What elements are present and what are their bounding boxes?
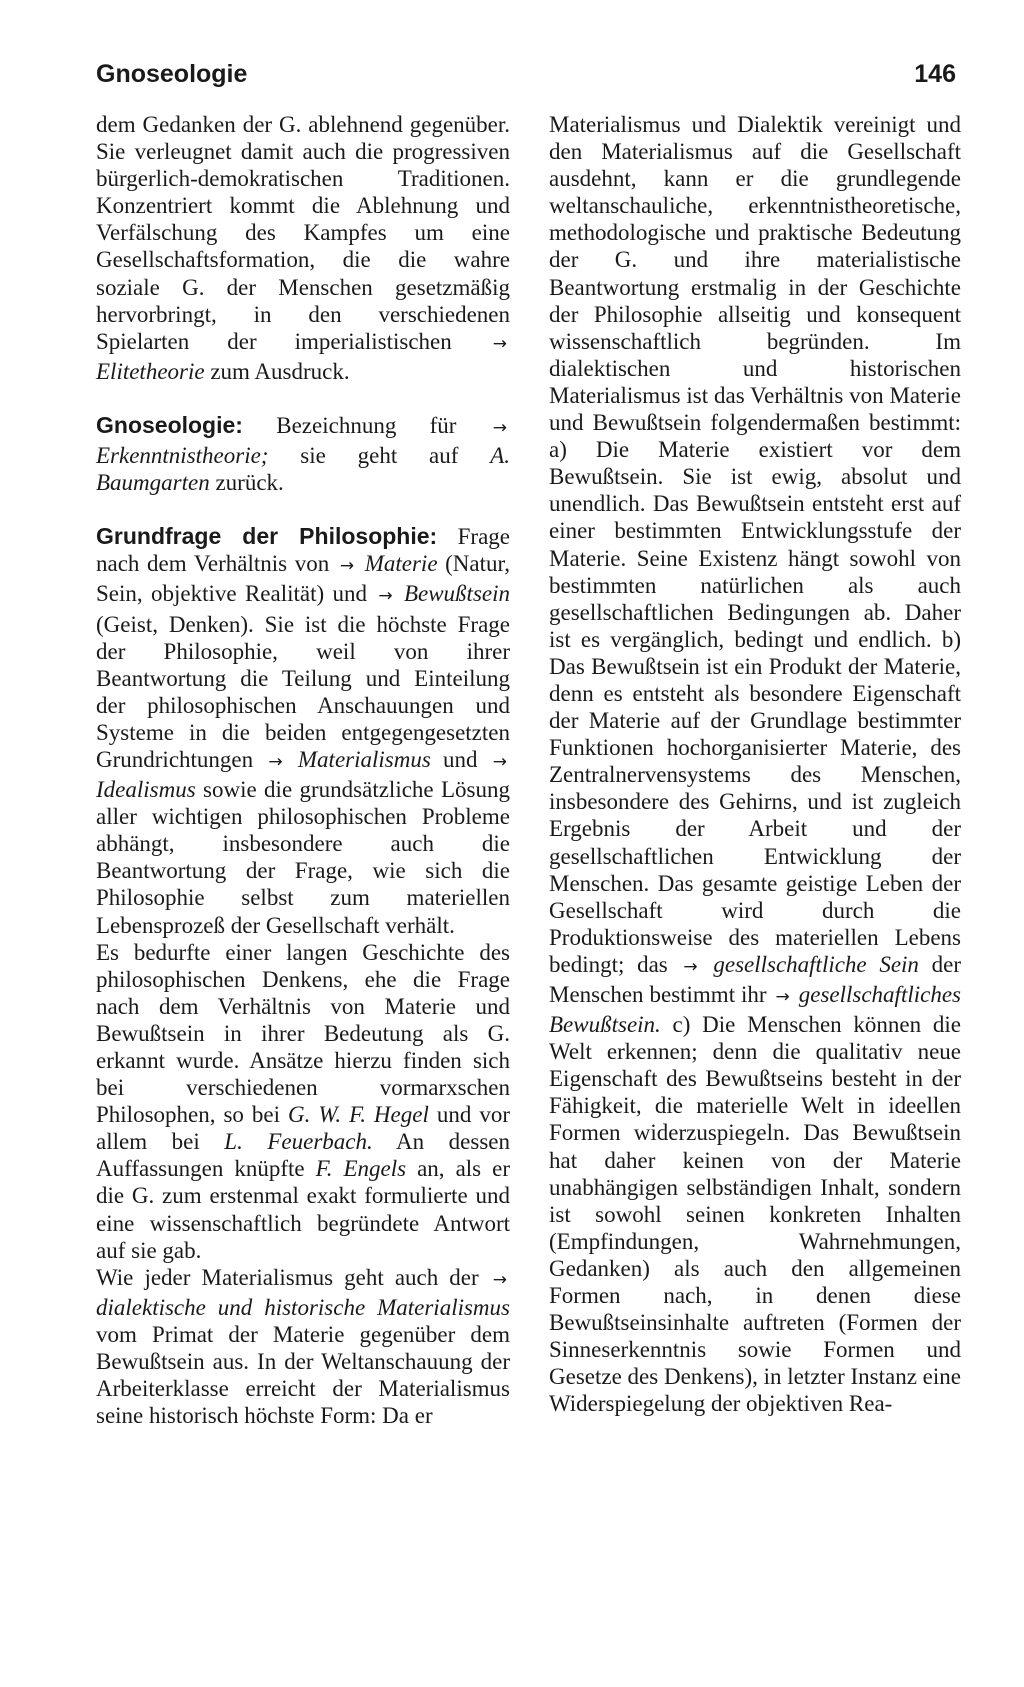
grundfrage-paragraph-2 — [96, 939, 510, 1264]
text-run: der Menschen bestimmt ihr — [549, 951, 961, 1007]
text-run: zum Ausdruck. — [204, 358, 350, 384]
text-run: sowie die grundsätzliche Lösung aller wichtigen philosophischen Probleme abhängt, insbesondere auch die Beantwortung der Frage, wie sich die Philosophie selbst zum materiellen Lebensprozeß der Gesellschaft verhält. — [96, 777, 510, 938]
italic-name: G. W. F. Hegel — [287, 1102, 429, 1128]
cross-reference: Erkenntnistheorie; — [96, 443, 269, 469]
arrow-right-icon: → — [378, 586, 393, 607]
cross-reference: gesellschaftliche Sein — [713, 951, 919, 977]
grundfrage-paragraph-3 — [96, 1264, 510, 1430]
text-run: (Natur, Sein, objektive Realität) und — [96, 551, 511, 607]
arrow-right-icon: → — [339, 556, 355, 577]
text-run: (Geist, Denken). Sie ist die höchste Frage der Philosophie, weil von ihrer Beantwortung die Teilung und Einteilung der philosophischen Anschauungen und Systeme in die beiden entgegengesetzten Grundrichtungen — [96, 611, 510, 772]
text-run: Frage nach dem Verhältnis von — [96, 524, 510, 577]
italic-name: A. Baumgarten — [96, 443, 510, 496]
page-number: 146 — [914, 60, 956, 88]
text-run: Es bedurfte einer langen Geschichte des philosophischen Denkens, ehe die Frage nach dem Verhältnis von Materie und Bewußtsein in ihrer Bedeutung als G. erkannt wurde. Ansätze hierzu finden sich bei verschiedenen vormarxschen Philosophen, so bei — [96, 939, 510, 1128]
arrow-right-icon: → — [492, 1269, 508, 1290]
text-run: Wie jeder Materialismus geht auch der — [96, 1264, 479, 1290]
entry-grundfrage-body — [96, 524, 510, 937]
text-run: Materialismus und Dialektik vereinigt und den Materialismus auf die Gesellschaft ausdehnt, kann er die grundlegende weltanschauliche, erkenntnistheoretische, methodologische und praktische Bedeutung der G. und ihre materialistische Beantwortung erstmalig in der Geschichte der Philosophie allseitig und konsequent wissenschaftlich begründen. Im dialektischen und historischen Materialismus ist das Verhältnis von Materie und Bewußtsein folgendermaßen bestimmt: a) Die Materie existiert vor dem Bewußtsein. Sie ist ewig, absolut und unendlich. Das Bewußtsein entsteht erst auf einer bestimmten Entwicklungsstufe der Materie. Seine Existenz hängt sowohl von bestimmten natürlichen als auch gesellschaftlichen Bedingungen ab. Daher ist es vergänglich, bedingt und endlich. b) Das Bewußtsein ist ein Produkt der Materie, denn es entsteht als besondere Eigenschaft der Materie auf der Grundlage bestimmter Funktionen hochorganisierter Materie, des Zentralnervensystems des Menschen, insbesondere des Gehirns, und ist zugleich Ergebnis der Arbeit und der gesellschaftlichen Entwicklung der Menschen. Das gesamte geistige Leben der Gesellschaft wird durch die Produktionsweise des materiellen Lebens bedingt; das — [549, 112, 961, 977]
text-run: An dessen Auffassungen knüpfte — [96, 1129, 510, 1182]
cross-reference: gesellschaftliches Bewußtsein. — [549, 982, 961, 1038]
cross-reference: Bewußtsein — [403, 581, 510, 607]
headword-gnoseologie: Gnoseologie: — [96, 411, 243, 438]
right-column-text — [549, 111, 961, 1418]
entry-grundfrage — [96, 523, 510, 938]
cross-reference: Materialismus — [297, 746, 431, 772]
arrow-right-icon: → — [268, 751, 283, 772]
text-run: und — [430, 746, 478, 772]
cross-reference: dialektische und historische Materialismus — [96, 1294, 510, 1320]
cross-reference: Materie — [364, 551, 438, 577]
text-run: sie geht auf — [268, 443, 491, 469]
arrow-right-icon: → — [492, 417, 508, 438]
arrow-right-icon: → — [492, 751, 508, 772]
italic-name: L. Feuerbach. — [224, 1129, 373, 1155]
text-run: vom Primat der Materie gegenüber dem Bewußtsein aus. In der Weltanschauung der Arbeiterklasse erreicht der Materialismus seine historisch höchste Form: Da er — [96, 1321, 510, 1429]
cross-reference: Idealismus — [96, 777, 196, 803]
text-run: c) Die Menschen können die Welt erkennen; denn die qualitativ neue Eigenschaft des Bewußtseins besteht in der Fähigkeit, die materielle Welt in ideellen Formen widerzuspiegeln. Das Bewußtsein hat daher keinen von der Materie unabhängigen selbständigen Inhalt, sondern ist sowohl seinen konkreten Inhalten (Empfindungen, Wahrnehmungen, Gedanken) als auch den allgemeinen Formen nach, in denen diese Bewußtseinsinhalte auftreten (Formen der Sinneserkenntnis sowie Formen und Gesetze des Denkens), in letzter Instanz eine Widerspiegelung der objektiven Rea- — [549, 1012, 961, 1417]
running-title: Gnoseologie — [96, 60, 248, 88]
text-run: Bezeichnung für — [242, 412, 457, 438]
text-run: dem Gedanken der G. ablehnend gegenüber. Sie verleugnet damit auch die progressiven bürgerlich-demokratischen Traditionen. Konzentriert kommt die Ablehnung und Verfälschung des Kampfes um eine Gesellschaftsformation, die die wahre soziale G. der Menschen gesetzmäßig hervorbringt, in den verschiedenen Spielarten der imperialistischen — [96, 112, 510, 354]
entry-gnoseologie — [96, 412, 510, 496]
right-column — [549, 111, 961, 1418]
text-run: und vor allem bei — [96, 1102, 510, 1155]
arrow-right-icon: → — [683, 956, 698, 977]
arrow-right-icon: → — [775, 987, 790, 1007]
text-run: zurück. — [209, 470, 284, 496]
text-run: an, als er die G. zum erstenmal exakt formulierte und eine wissenschaftlich begründete Antwort auf sie gab. — [96, 1156, 510, 1263]
arrow-right-icon: → — [492, 333, 507, 354]
running-head — [96, 60, 956, 88]
cross-reference: Elitetheorie — [96, 358, 205, 384]
headword-grundfrage: Grundfrage der Philosophie: — [96, 523, 438, 550]
continuation-paragraph — [96, 111, 510, 385]
left-column — [96, 111, 510, 1429]
italic-name: F. Engels — [315, 1156, 407, 1182]
